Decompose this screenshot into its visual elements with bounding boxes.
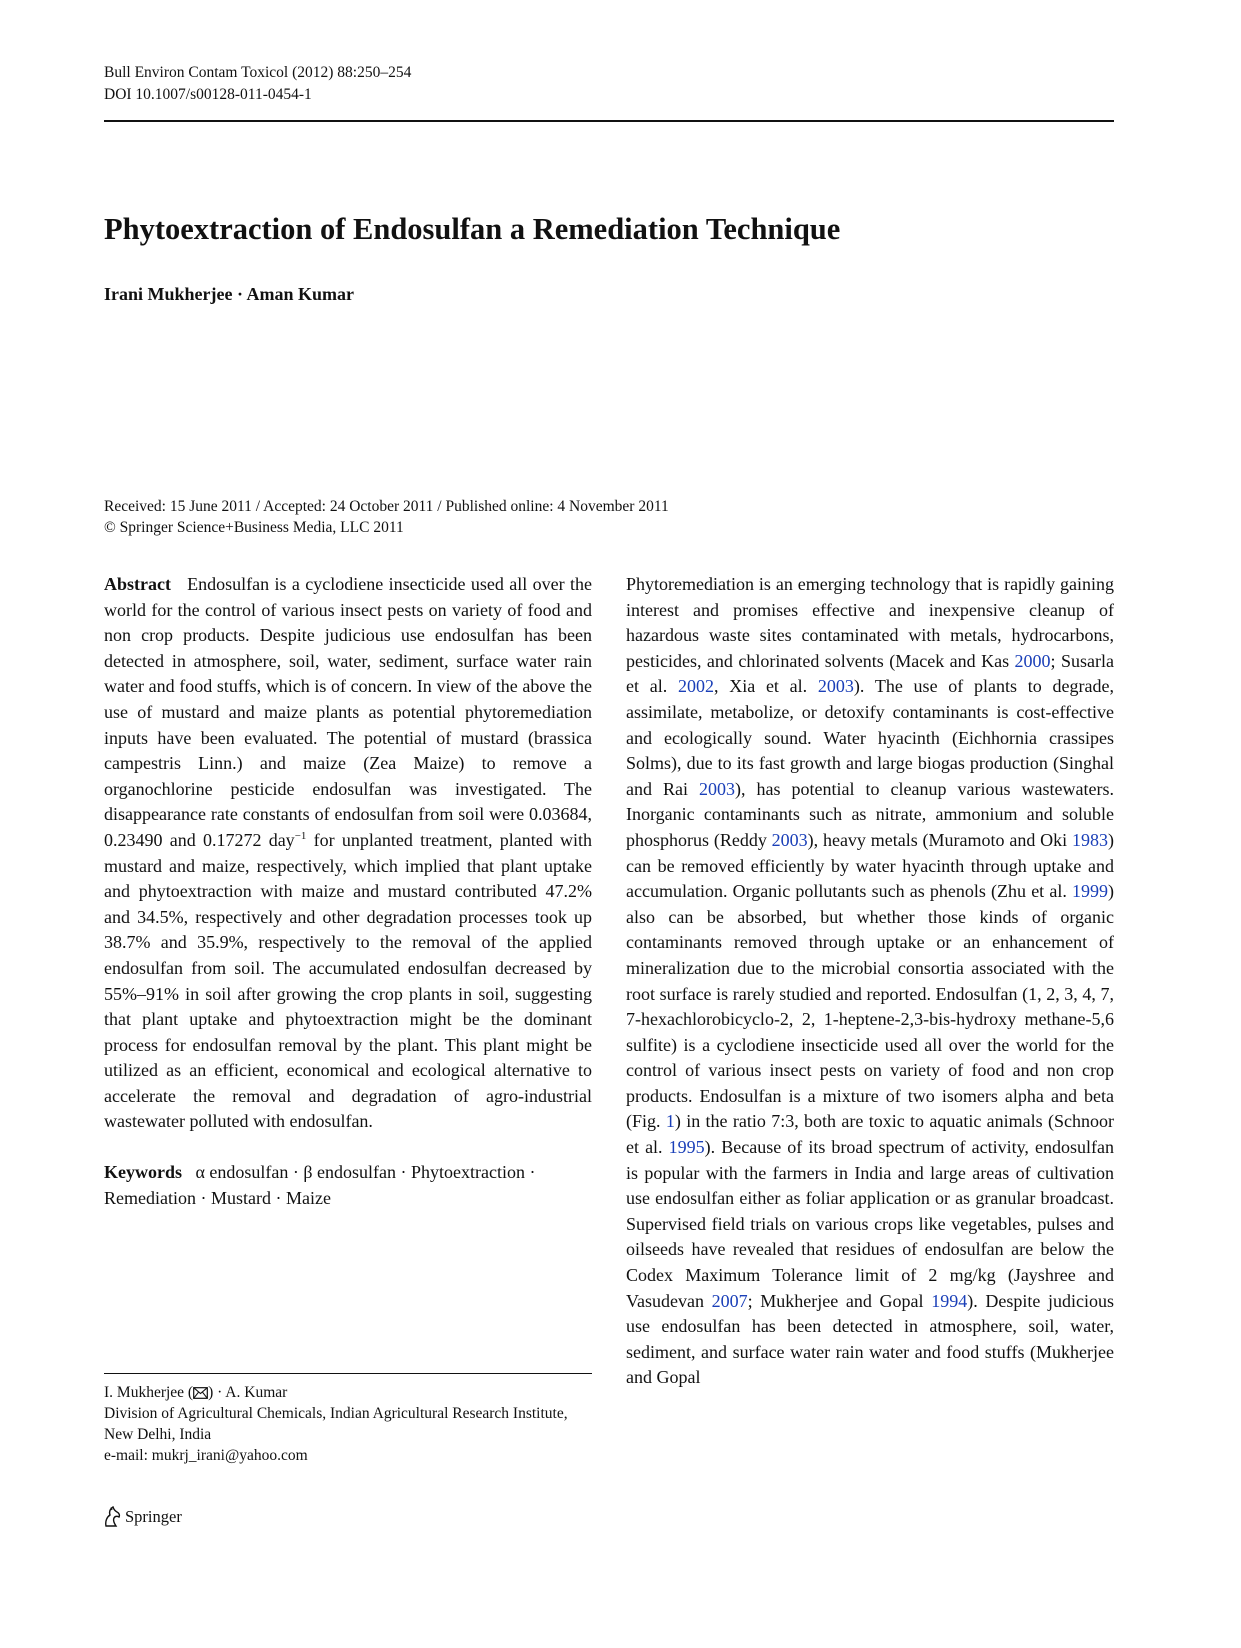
body-text: ). Despite judicious use endosulfan has been detected in atmosphere, soil, water, sediment, and surface water rain water and food stuffs (Mukherjee and Gopal	[626, 1290, 1115, 1388]
body-text: ), heavy metals (Muramoto and Oki	[807, 829, 1072, 850]
author-1: Irani Mukherjee	[104, 284, 233, 304]
citation-link[interactable]: 1995	[668, 1137, 705, 1158]
body-text: ), has potential to cleanup various wastewaters. Inorganic contaminants such as nitrate, ammonium and soluble phosphorus (Reddy	[626, 778, 1114, 850]
figure-link[interactable]: 1	[665, 1111, 675, 1132]
citation-link[interactable]: 1994	[931, 1290, 968, 1311]
abstract-exponent: −1	[294, 829, 307, 842]
body-text: ; Mukherjee and Gopal	[747, 1290, 932, 1311]
publisher-logo	[102, 1506, 182, 1528]
body-text: ; Susarla et al.	[626, 650, 1114, 697]
abstract	[104, 572, 592, 1135]
keywords-text: α endosulfan · β endosulfan · Phytoextraction · Remediation · Mustard · Maize	[104, 1162, 536, 1208]
author-line	[104, 284, 354, 305]
citation-link[interactable]: 2007	[711, 1290, 748, 1311]
author-footnote	[104, 1382, 592, 1466]
citation-link[interactable]: 2003	[771, 829, 808, 850]
body-text: , Xia et al.	[713, 676, 818, 697]
footnote-name-1: I. Mukherjee (	[104, 1384, 194, 1401]
body-text: Phytoremediation is an emerging technology that is rapidly gaining interest and promises effective and inexpensive cleanup of hazardous waste sites contaminated with metals, hydrocarbons, pesticides, and chlorinated solvents (Macek and Kas	[626, 574, 1114, 671]
abstract-heading: Abstract	[104, 574, 171, 594]
body-text: ) can be removed efficiently by water hyacinth through uptake and accumulation. Organic pollutants such as phenols (Zhu et al.	[626, 829, 1114, 902]
body-text: ) also can be absorbed, but whether those kinds of organic contaminants removed through uptake or an enhancement of mineralization due to the microbial consortia associated with the root surface is rarely studied and reported. Endosulfan (1, 2, 3, 4, 7, 7-hexachlorobicyclo-2, 2, 1-heptene-2,3-bis-hydroxy methane-5,6 sulfite) is a cyclodiene insecticide used all over the world for the control of various insect pests on variety of food and non crop products. Endosulfan is a mixture of two isomers alpha and beta (Fig.	[626, 881, 1114, 1132]
publisher-name: Springer	[125, 1507, 182, 1526]
citation-link[interactable]: 1999	[1072, 881, 1108, 902]
citation-link[interactable]: 2002	[677, 676, 714, 697]
journal-citation: Bull Environ Contam Toxicol (2012) 88:250–254	[104, 64, 412, 81]
citation-link[interactable]: 2000	[1014, 650, 1051, 671]
keywords-heading: Keywords	[104, 1162, 182, 1183]
publication-dates	[104, 496, 1114, 538]
intro-paragraph	[626, 572, 1114, 1391]
journal-header	[104, 62, 411, 106]
body-text: ). Because of its broad spectrum of activity, endosulfan is popular with the farmers in India and large areas of cultivation use endosulfan either as foliar application or as granular broadcast. Supervised field trials on various crops like vegetables, pulses and oilseeds have revealed that residues of endosulfan are below the Codex Maximum Tolerance limit of 2 mg/kg (Jayshree and Vasudevan	[626, 1137, 1114, 1311]
keywords	[104, 1160, 592, 1211]
author-separator: ·	[236, 284, 243, 304]
left-column	[104, 572, 592, 1211]
body-text: ) in the ratio 7:3, both are toxic to aquatic animals (Schnoor et al.	[626, 1111, 1114, 1158]
footnote-affiliation: Division of Agricultural Chemicals, Indian Agricultural Research Institute, New Delhi, India	[104, 1405, 568, 1443]
copyright-line: © Springer Science+Business Media, LLC 2011	[104, 519, 404, 536]
author-2: Aman Kumar	[246, 284, 355, 304]
footnote-names	[104, 1382, 592, 1403]
body-text: ). The use of plants to degrade, assimilate, metabolize, or detoxify contaminants is cost-effective and ecologically sound. Water hyacinth (Eichhornia crassipes Solms), due to its fast growth and large biogas production (Singhal and Rai	[626, 676, 1114, 799]
abstract-text-2: for unplanted treatment, planted with mustard and maize, respectively, which implied that plant uptake and phytoextraction with maize and mustard contributed 47.2% and 34.5%, respectively and other degradation processes took up 38.7% and 35.9%, respectively to the removal of the applied endosulfan from soil. The accumulated endosulfan decreased by 55%–91% in soil after growing the crop plants in soil, suggesting that plant uptake and phytoextraction might be the dominant process for endosulfan removal by the plant. This plant might be utilized as an efficient, economical and ecological alternative to accelerate the removal and degradation of agro-industrial wastewater polluted with endosulfan.	[104, 829, 592, 1132]
envelope-icon	[193, 1387, 208, 1399]
right-column	[626, 572, 1114, 1391]
header-rule	[104, 120, 1114, 122]
footnote-email[interactable]: e-mail: mukrj_irani@yahoo.com	[104, 1447, 308, 1464]
journal-doi: DOI 10.1007/s00128-011-0454-1	[104, 86, 312, 103]
footnote-rule	[104, 1373, 592, 1374]
footnote-name-2: ) · A. Kumar	[208, 1384, 288, 1401]
citation-link[interactable]: 2003	[817, 676, 854, 697]
article-title: Phytoextraction of Endosulfan a Remediation Technique	[104, 212, 841, 246]
springer-horse-icon	[102, 1506, 122, 1528]
received-accepted-published: Received: 15 June 2011 / Accepted: 24 October 2011 / Published online: 4 November 2011	[104, 498, 669, 515]
citation-link[interactable]: 2003	[699, 778, 736, 799]
citation-link[interactable]: 1983	[1072, 829, 1108, 850]
abstract-text-1: Endosulfan is a cyclodiene insecticide used all over the world for the control of various insect pests on variety of food and non crop products. Despite judicious use endosulfan has been detected in atmosphere, soil, water, sediment, surface water rain water and food stuffs, which is of concern. In view of the above the use of mustard and maize plants as potential phytoremediation inputs have been evaluated. The potential of mustard (brassica campestris Linn.) and maize (Zea Maize) to remove a organochlorine pesticide endosulfan was investigated. The disappearance rate constants of endosulfan from soil were 0.03684, 0.23490 and 0.17272 day	[104, 574, 592, 850]
